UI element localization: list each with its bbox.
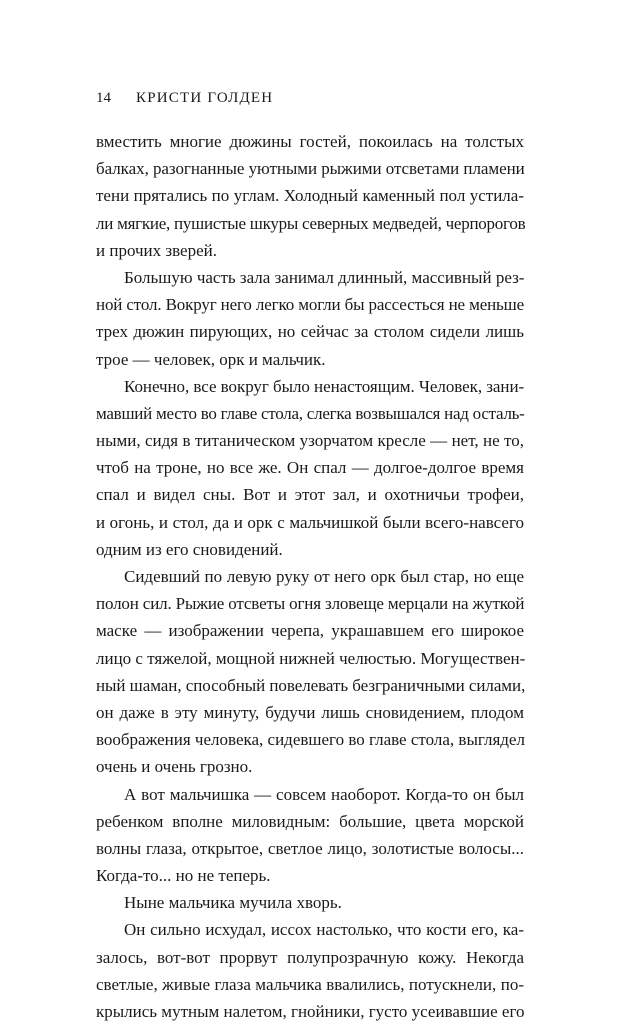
- text-line: трех дюжин пирующих, но сейчас за столом сидели лишь: [96, 322, 524, 342]
- text-line: и прочих зверей.: [96, 240, 217, 260]
- text-line: ребенком вполне миловидным: большие, цвета морской: [96, 811, 524, 831]
- text-line: чтоб на троне, но все же. Он спал — долгое-долгое время: [96, 458, 524, 478]
- text-line: крылись мутным налетом, гнойники, густо усеивавшие его: [96, 1002, 525, 1021]
- author-name: КРИСТИ ГОЛДЕН: [136, 90, 274, 106]
- text-line: одним из его сновидений.: [96, 539, 283, 559]
- text-line: светлые, живые глаза мальчика ввалились, потускнели, по-: [96, 974, 524, 994]
- text-line: ли мягкие, пушистые шкуры северных медведей, черпорогов: [96, 213, 526, 233]
- text-line: Конечно, все вокруг было ненастоящим. Человек, зани-: [124, 376, 525, 396]
- text-line: Большую часть зала занимал длинный, массивный рез-: [124, 267, 525, 287]
- text-line: воображения человека, сидевшего во главе стола, выглядел: [96, 730, 525, 750]
- text-line: ный шаман, способный повелевать безграничными силами,: [96, 675, 526, 695]
- text-line: ной стол. Вокруг него легко могли бы рассесться не меньше: [96, 295, 524, 315]
- text-line: Сидевший по левую руку от него орк был стар, но еще: [124, 567, 524, 586]
- text-line: Он сильно исхудал, иссох настолько, что кости его, ка-: [124, 920, 524, 940]
- text-line: волны глаза, открытое, светлое лицо, золотистые волосы...: [96, 838, 524, 858]
- text-line: залось, вот-вот прорвут полупрозрачную кожу. Некогда: [96, 947, 524, 967]
- text-line: вместить многие дюжины гостей, покоилась на толстых: [96, 132, 524, 151]
- text-line: очень и очень грозно.: [96, 757, 253, 777]
- text-line: ными, сидя в титаническом узорчатом кресле — нет, не то,: [96, 431, 524, 451]
- page-number: 14: [96, 90, 111, 106]
- text-line: мавший место во главе стола, слегка возвышался над осталь-: [96, 403, 525, 423]
- text-line: полон сил. Рыжие отсветы огня зловеще мерцали на жуткой: [96, 594, 525, 614]
- text-line: он даже в эту минуту, будучи лишь сновидением, плодом: [96, 702, 524, 722]
- text-line: Ныне мальчика мучила хворь.: [124, 893, 342, 913]
- text-line: балках, разогнанные уютными рыжими отсветами пламени: [96, 159, 525, 179]
- text-line: А вот мальчишка — совсем наоборот. Когда-то он был: [124, 784, 524, 804]
- text-line: тени прятались по углам. Холодный каменный пол устила-: [96, 186, 524, 206]
- text-line: спал и видел сны. Вот и этот зал, и охотничьи трофеи,: [96, 485, 524, 505]
- running-head: [96, 88, 273, 108]
- text-line: трое — человек, орк и мальчик.: [96, 349, 326, 369]
- body-text: [96, 128, 524, 1025]
- text-line: и огонь, и стол, да и орк с мальчишкой были всего-навсего: [96, 512, 524, 532]
- text-line: Когда-то... но не теперь.: [96, 866, 271, 886]
- text-line: лицо с тяжелой, мощной нижней челюстью. Могуществен-: [96, 648, 526, 668]
- text-line: маске — изображении черепа, украшавшем его широкое: [96, 621, 524, 641]
